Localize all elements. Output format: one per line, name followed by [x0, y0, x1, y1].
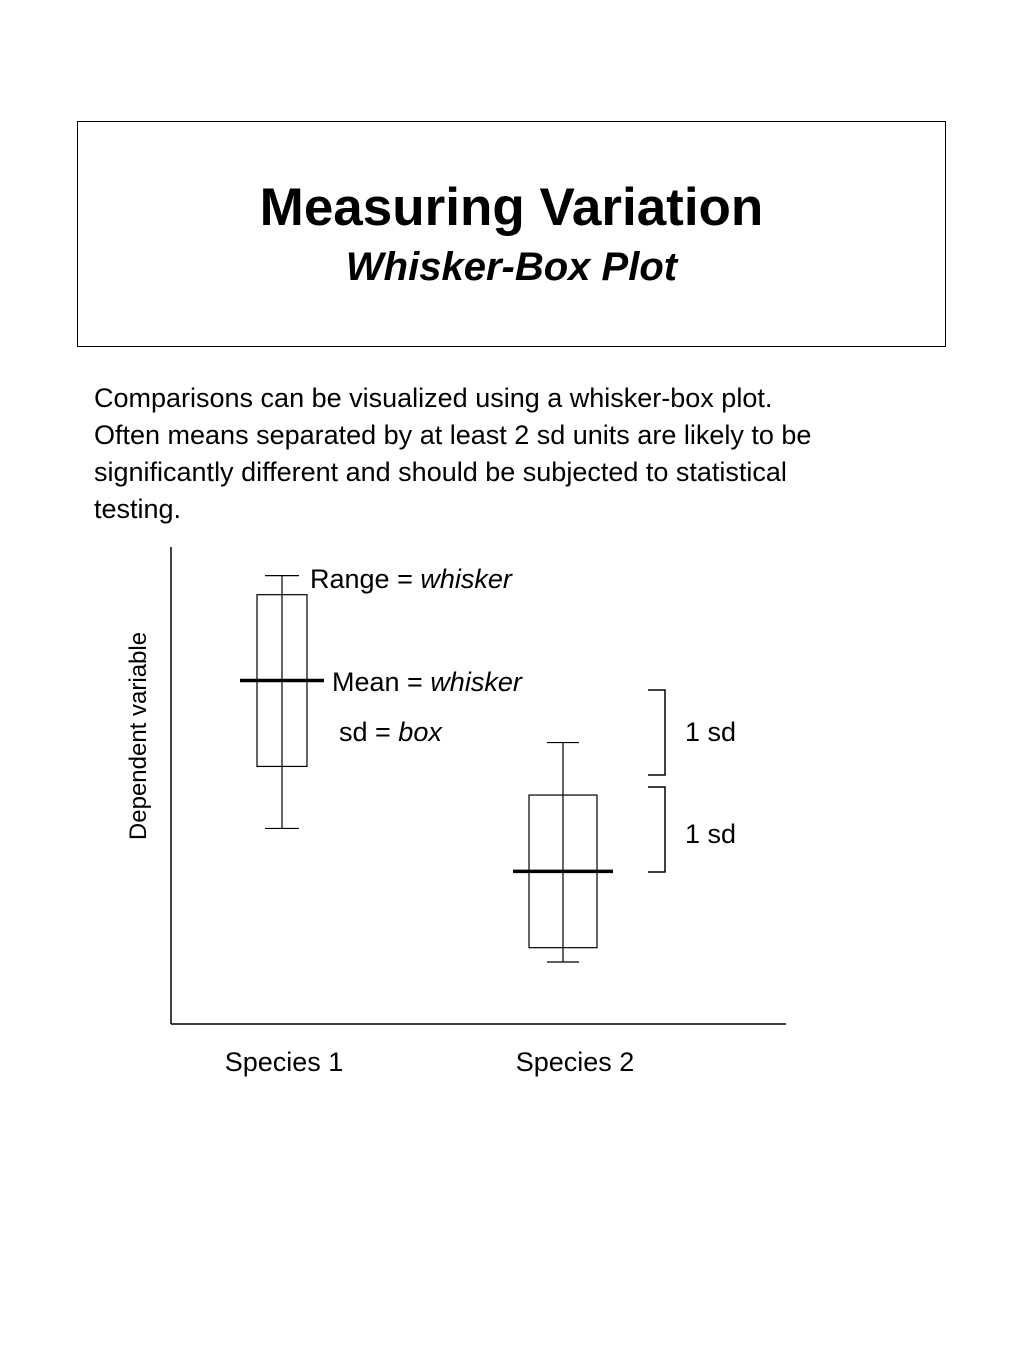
sd-bracket-upper [648, 690, 665, 775]
mean-annotation-term: whisker [430, 667, 522, 697]
x-tick-label: Species 1 [224, 1047, 344, 1077]
body-line: Comparisons can be visualized using a whisker-box plot. [94, 383, 773, 413]
body-line: Often means separated by at least 2 sd units are likely to be [94, 420, 812, 450]
page-title: Measuring Variation [259, 178, 764, 237]
range-annotation-prefix: Range = [310, 564, 421, 594]
sd-annotation-prefix: sd = [339, 717, 399, 747]
sd-bracket-lower [648, 787, 665, 872]
body-line: significantly different and should be subjected to statistical [94, 457, 787, 487]
sd-annotation-term: box [398, 717, 442, 747]
body-line: testing. [94, 494, 182, 524]
sd-bracket-label: 1 sd [685, 819, 737, 849]
x-tick-label: Species 2 [515, 1047, 635, 1077]
sd-annotation [339, 717, 443, 747]
sd-bracket-label: 1 sd [685, 717, 737, 747]
y-axis-label: Dependent variable [125, 631, 152, 841]
mean-annotation [332, 667, 523, 697]
range-annotation-term: whisker [420, 564, 512, 594]
mean-annotation-prefix: Mean = [332, 667, 431, 697]
range-annotation [310, 564, 513, 594]
page-subtitle: Whisker-Box Plot [345, 245, 678, 289]
